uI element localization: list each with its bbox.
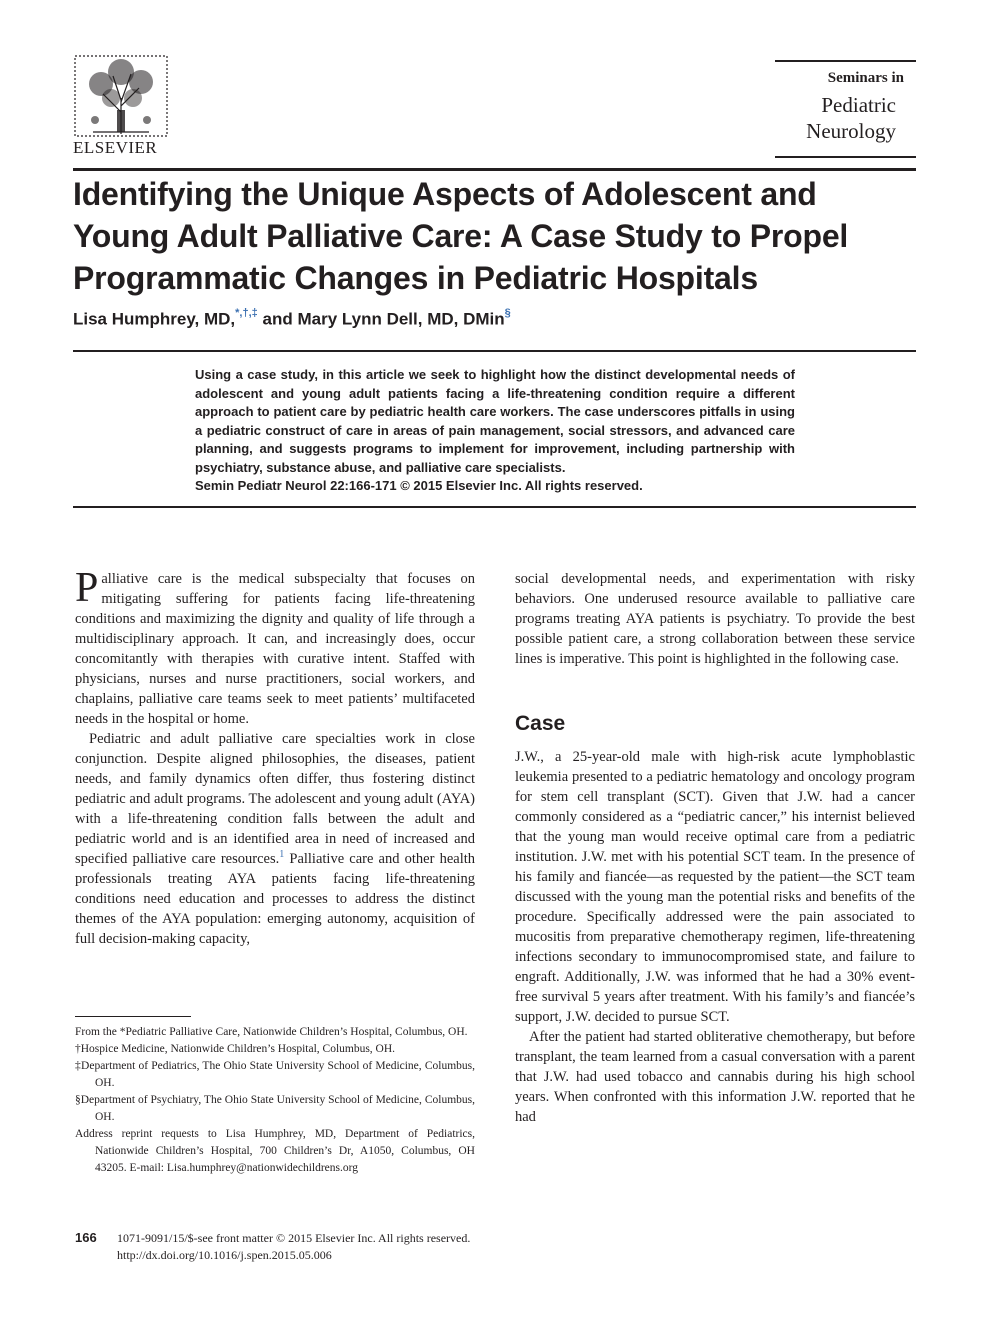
publisher-name: ELSEVIER xyxy=(73,138,158,157)
journal-masthead xyxy=(775,60,916,158)
journal-name xyxy=(775,92,896,144)
footnote: ‡Department of Pediatrics, The Ohio State University School of Medicine, Columbus, OH. xyxy=(75,1060,475,1089)
footnote-divider xyxy=(75,1016,191,1017)
footnotes xyxy=(75,1024,475,1177)
abstract xyxy=(195,366,795,496)
authors-divider xyxy=(73,350,916,352)
body-paragraph: J.W., a 25-year-old male with high-risk acute lymphoblastic leukemia presented to a pediatric hematology and oncology program for stem cell transplant (SCT). Given that J.W. had a cancer commonly considered as a “pediatric cancer,” his internist believed that the young man would receive optimal care from a pediatric institution. J.W. met with his potential SCT team. In the presence of his family and fiancée—as requested by the patient—the SCT team discussed with the young man the potential risks and benefits of the procedure. Specifically addressed were the pain associated to mucositis from preparative chemotherapy regimen, life-threatening infections secondary to immunocompromised state, and failure to engraft. Additionally, J.W. was informed that he had a 30% event-free survival 5 years after treatment. With his family’s and fiancée’s support, J.W. decided to pursue SCT. xyxy=(515,749,915,1025)
journal-name-line2: Neurology xyxy=(806,119,896,143)
drop-cap: P xyxy=(75,565,99,611)
author-name: Mary Lynn Dell, MD, DMin xyxy=(297,309,505,329)
body-paragraph xyxy=(75,565,475,729)
body-paragraph xyxy=(75,729,475,949)
author-joiner: and xyxy=(257,309,298,329)
body-column-left xyxy=(75,565,475,949)
body-paragraph: social developmental needs, and experimentation with risky behaviors. One underused resource available to palliative care programs treating AYA patients is psychiatry. To provide the best possible patient care, a strong collaboration between these service lines is imperative. This point is highlighted in the following case. xyxy=(515,571,915,667)
author-line xyxy=(73,309,916,330)
abstract-text: Using a case study, in this article we seek to highlight how the distinct developmental needs of adolescent and young adult patients facing a life-threatening condition require a different approach to patient care by pediatric health care workers. The case underscores pitfalls in using a pediatric construct of care in areas of pain management, social stressors, and advanced care planning, and suggests programs to implement for improvement, including partnership with psychiatry, substance abuse, and palliative care specialists. xyxy=(195,367,795,475)
author-affiliation-marks[interactable]: § xyxy=(504,307,511,319)
section-heading-case: Case xyxy=(515,712,566,735)
body-paragraph-text: Palliative care and other health professionals treating AYA patients facing life-threatening conditions need education and processes to address the distinct themes of the AYA population: emerging autonomy, acquisition of full decision-making capacity, xyxy=(75,851,475,947)
author-name: Lisa Humphrey, MD, xyxy=(73,309,236,329)
footnote: Address reprint requests to Lisa Humphrey, MD, Department of Pediatrics, Nationwide Children’s Hospital, 700 Children’s Dr, A1050, Columbus, OH 43205. E-mail: Lisa.humphrey@nationwidechildrens.org xyxy=(75,1128,475,1174)
body-paragraph: After the patient had started obliterative chemotherapy, but before transplant, the team learned from a casual conversation with a parent that J.W. had used tobacco and cannabis during his high school years. When confronted with this information J.W. reported that he had xyxy=(515,1029,915,1125)
doi-link[interactable]: http://dx.doi.org/10.1016/j.spen.2015.05.006 xyxy=(117,1248,332,1262)
abstract-divider xyxy=(73,506,916,508)
body-column-right xyxy=(515,569,915,1127)
body-paragraph-text: Pediatric and adult palliative care specialties work in close conjunction. Despite aligned philosophies, the diseases, patient needs, and family dynamics often differ, thus fostering distinct pediatric and adult programs. The adolescent and young adult (AYA) with a life-threatening condition falls between the adult and pediatric world and is an identified area in need of increased and specified palliative care resources. xyxy=(75,731,475,867)
footnote: §Department of Psychiatry, The Ohio State University School of Medicine, Columbus, OH. xyxy=(75,1094,475,1123)
author-affiliation-marks[interactable]: *,†,‡ xyxy=(235,307,258,319)
citation-line: Semin Pediatr Neurol 22:166-171 © 2015 Elsevier Inc. All rights reserved. xyxy=(195,478,643,493)
journal-name-line1: Pediatric xyxy=(821,93,896,117)
reference-link[interactable]: 1 xyxy=(279,849,285,861)
article-title: Identifying the Unique Aspects of Adolescent and Young Adult Palliative Care: A Case Study to Propel Programmatic Changes in Pediatric Hospitals xyxy=(73,176,849,296)
footnote: †Hospice Medicine, Nationwide Children’s Hospital, Columbus, OH. xyxy=(75,1043,396,1055)
journal-kicker: Seminars in xyxy=(827,70,904,86)
header-divider xyxy=(73,168,916,171)
body-paragraph-text: alliative care is the medical subspecialty that focuses on mitigating suffering for patients facing life-threatening conditions and maximizing the dignity and quality of life through a multidisciplinary approach. It can, and increasingly does, occur concomitantly with therapies with curative intent. Staffed with physicians, nurses and nurse practitioners, social workers, and chaplains, palliative care teams seek to meet patients’ multifaceted needs in the hospital or home. xyxy=(75,571,475,727)
footnote: From the *Pediatric Palliative Care, Nationwide Children’s Hospital, Columbus, OH. xyxy=(75,1026,468,1038)
page-number: 166 xyxy=(75,1230,97,1245)
issn-line: 1071-9091/15/$-see front matter © 2015 Elsevier Inc. All rights reserved. xyxy=(117,1231,471,1245)
